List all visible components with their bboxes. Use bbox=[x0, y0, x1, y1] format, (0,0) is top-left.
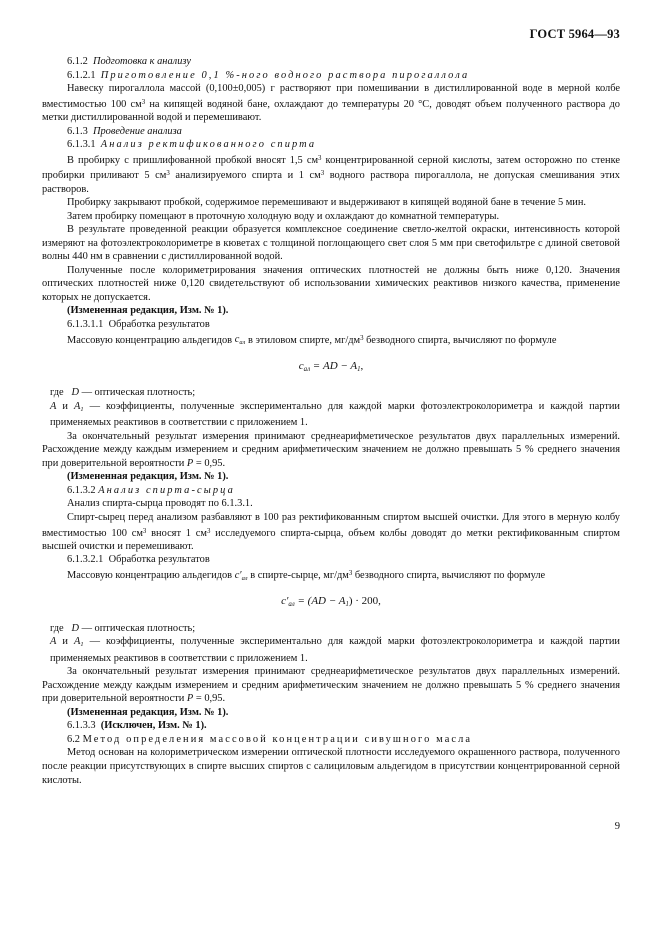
text: безводного спирта, вычисляют по формуле bbox=[363, 334, 557, 346]
text: За окончательный результат измерения принимают среднеарифметическое результатов двух параллельных измерений. Расхождение между каждым измерением и средним арифметическим значением не должно превышать 5 % среднего значения при доверительной вероятности bbox=[42, 666, 620, 705]
where-label: где bbox=[50, 387, 64, 399]
variable-d: D bbox=[71, 622, 79, 634]
variable-c-al: $c_{ал}$ bbox=[234, 334, 246, 347]
clause-title: Приготовление 0,1 %-ного водного раствора пирогаллола bbox=[100, 69, 470, 81]
text: вносят 1 см bbox=[146, 527, 207, 539]
text: За окончательный результат измерения принимают среднеарифметическое результатов двух параллельных измерений. Расхождение между каждым измерением и средним арифметическим значением не должно превышать 5 % среднего значения при доверительной вероятности bbox=[42, 430, 620, 469]
clause-title: Обработка результатов bbox=[108, 554, 210, 566]
superscript: 3 bbox=[320, 170, 325, 178]
clause-excluded-note: (Исключен, Изм. № 1). bbox=[100, 720, 207, 732]
clause-6-2 bbox=[42, 733, 620, 747]
clause-6-1-3-3 bbox=[42, 719, 620, 733]
clause-number: 6.1.3.2.1 bbox=[67, 554, 104, 566]
clause-6-1-3-2-1 bbox=[42, 553, 620, 567]
clause-number: 6.2 bbox=[67, 733, 80, 745]
text: Массовую концентрацию альдегидов bbox=[67, 334, 235, 346]
text: на кипящей водяной бане, охлаждают до температуры 20 °С, доводят объем полученного раствора до метки дистиллированной водой и перемешивают. bbox=[42, 98, 620, 124]
clause-6-1-3-2 bbox=[42, 484, 620, 498]
text: Массовую концентрацию альдегидов bbox=[67, 569, 235, 581]
superscript: 3 bbox=[360, 334, 364, 342]
clause-number: 6.1.3.3 bbox=[67, 720, 96, 732]
revision-note-1: (Измененная редакция, Изм. № 1). bbox=[67, 305, 229, 317]
clause-6-1-3-1 bbox=[42, 138, 620, 152]
paragraph-aldehyde-concentration-raw-intro bbox=[42, 567, 620, 585]
revision-note-2: (Измененная редакция, Изм. № 1). bbox=[67, 471, 229, 483]
variable-a: A bbox=[50, 400, 57, 412]
variable-a1: $A_1$ bbox=[73, 400, 84, 413]
text: в спирте-сырце, мг/дм bbox=[247, 569, 349, 581]
text: Спирт-сырец перед анализом разбавляют в 100 раз ректификованным спиртом высшей очистки. Для этого в мерную колбу вместимостью 100 см bbox=[42, 511, 620, 539]
clause-title: Обработка результатов bbox=[108, 319, 210, 331]
clause-title: Проведение анализа bbox=[92, 125, 182, 137]
paragraph-cooling: Затем пробирку помещают в проточную холодную воду и охлаждают до комнатной температуры. bbox=[67, 210, 500, 222]
clause-number: 6.1.3.1 bbox=[67, 139, 96, 151]
clause-number: 6.1.3.2 bbox=[67, 484, 96, 496]
text: Навеску пирогаллола массой (0,100±0,005) г растворяют при помешивании в дистиллированной воде в мерной колбе вместимостью 100 см bbox=[42, 83, 620, 110]
text: — коэффициенты, полученные экспериментально для каждой марки фотоэлектроколориметра и каждой партии применяемых реактивов в соответствии с приложением 1. bbox=[50, 400, 620, 429]
clause-title: Метод определения массовой концентрации сивушного масла bbox=[82, 733, 473, 745]
paragraph-final-result-2 bbox=[42, 665, 620, 706]
text: анализируемого спирта и 1 см bbox=[169, 170, 321, 181]
document-body bbox=[42, 55, 620, 787]
variable-p: P bbox=[186, 693, 194, 705]
paragraph-pyrogallol-prep bbox=[42, 82, 620, 125]
revision-note-3: (Измененная редакция, Изм. № 1). bbox=[67, 706, 229, 718]
text: — оптическая плотность; bbox=[78, 622, 196, 634]
text: = 0,95. bbox=[193, 693, 226, 705]
running-head: ГОСТ 5964—93 bbox=[529, 27, 620, 41]
superscript: 3 bbox=[206, 527, 211, 535]
where-line-a-1: A и $A_1$ — коэффициенты, полученные экспериментально для каждой марки фотоэлектроколориметра и каждой партии применяемых реактивов в соответствии с приложением 1. bbox=[50, 400, 620, 429]
paragraph-raw-spirit-dilution bbox=[42, 511, 620, 554]
text: концентрированной серной кислоты, затем осторожно по стенке пробирки приливают 5 см bbox=[42, 154, 620, 181]
paragraph-water-bath: Пробирку закрывают пробкой, содержимое перемешивают и выдерживают в кипящей водяной бане в течение 5 мин. bbox=[67, 197, 587, 209]
clause-number: 6.1.2.1 bbox=[67, 69, 96, 81]
clause-number: 6.1.3.1.1 bbox=[67, 319, 104, 331]
variable-a1: $A_1$ bbox=[73, 636, 84, 649]
paragraph-final-result-1 bbox=[42, 430, 620, 471]
clause-6-1-2 bbox=[42, 55, 620, 69]
page-number: 9 bbox=[614, 821, 620, 832]
clause-title: Анализ спирта-сырца bbox=[98, 484, 235, 496]
paragraph-aldehyde-concentration-intro bbox=[42, 332, 620, 350]
paragraph-optical-density-limits: Полученные после колориметрирования значения оптических плотностей не должны быть ниже 0,120. Значения оптических плотностей ниже 0,120 свидетельствуют об использовании химических реактивов низкого качества, применение которых не допускается. bbox=[42, 264, 620, 303]
clause-number: 6.1.2 bbox=[67, 56, 88, 67]
text: В пробирку с пришлифованной пробкой вносят 1,5 см bbox=[67, 154, 319, 166]
text: в этиловом спирте, мг/дм bbox=[245, 334, 361, 346]
clause-6-1-2-1 bbox=[42, 69, 620, 83]
superscript: 3 bbox=[141, 98, 146, 106]
clause-title: Подготовка к анализу bbox=[92, 56, 191, 67]
superscript: 3 bbox=[142, 527, 147, 535]
variable-c-prime-al: $c'_{ал}$ bbox=[234, 569, 248, 582]
paragraph-fusel-oil-method: Метод основан на колориметрическом измерении оптической плотности исследуемого окрашенного раствора, полученного после реакции присутствующих в спирте высших спиртов с салициловым альдегидом в присутствии концентрированной серной кислоты. bbox=[42, 747, 620, 786]
where-line-a-2: A и $A_1$ — коэффициенты, полученные экспериментально для каждой марки фотоэлектроколориметра и каждой партии применяемых реактивов в соответствии с приложением 1. bbox=[50, 636, 620, 664]
clause-6-1-3-1-1 bbox=[42, 318, 620, 332]
variable-a: A bbox=[50, 636, 57, 648]
text: безводного спирта, вычисляют по формуле bbox=[352, 569, 546, 581]
where-line-d-2 bbox=[42, 622, 620, 636]
clause-title: Анализ ректификованного спирта bbox=[100, 139, 317, 151]
formula-aldehyde-raw: $c'_{ал} = (AD - A_1) \cdot 200$, bbox=[281, 595, 381, 609]
where-label: где bbox=[50, 622, 64, 634]
text: исследуемого спирта-сырца, объем колбы доводят до метки ректификованным спиртом высшей очистки и перемешивают. bbox=[42, 527, 621, 552]
variable-d: D bbox=[71, 387, 79, 399]
superscript: 3 bbox=[318, 154, 322, 162]
variable-p: P bbox=[186, 457, 194, 469]
formula-aldehyde-rectified: $c_{ал}$ = AD − $A_1$, bbox=[298, 359, 364, 373]
paragraph-test-tube-procedure bbox=[42, 152, 620, 196]
text: = 0,95. bbox=[193, 457, 226, 469]
where-line-d-1 bbox=[42, 386, 620, 400]
clause-number: 6.1.3 bbox=[67, 125, 88, 137]
superscript: 3 bbox=[348, 570, 353, 578]
paragraph-raw-spirit-method: Анализ спирта-сырца проводят по 6.1.3.1. bbox=[67, 498, 253, 510]
paragraph-reaction-result: В результате проведенной реакции образуется комплексное соединение светло-желтой окраски, интенсивность которой измеряют на фотоэлектроколориметре в кюветах с толщиной поглощающего свет слоя 5 мм при светофильтре с длиной световой волны 440 нм в сравнении с дистиллированной водой. bbox=[42, 224, 620, 263]
superscript: 3 bbox=[166, 170, 170, 178]
text: — коэффициенты, полученные экспериментально для каждой марки фотоэлектроколориметра и каждой партии применяемых реактивов в соответствии с приложением 1. bbox=[50, 636, 620, 664]
text: — оптическая плотность; bbox=[78, 387, 196, 399]
text: водного раствора пирогаллола, не допуская смешивания этих растворов. bbox=[42, 170, 620, 195]
clause-6-1-3 bbox=[42, 125, 620, 139]
